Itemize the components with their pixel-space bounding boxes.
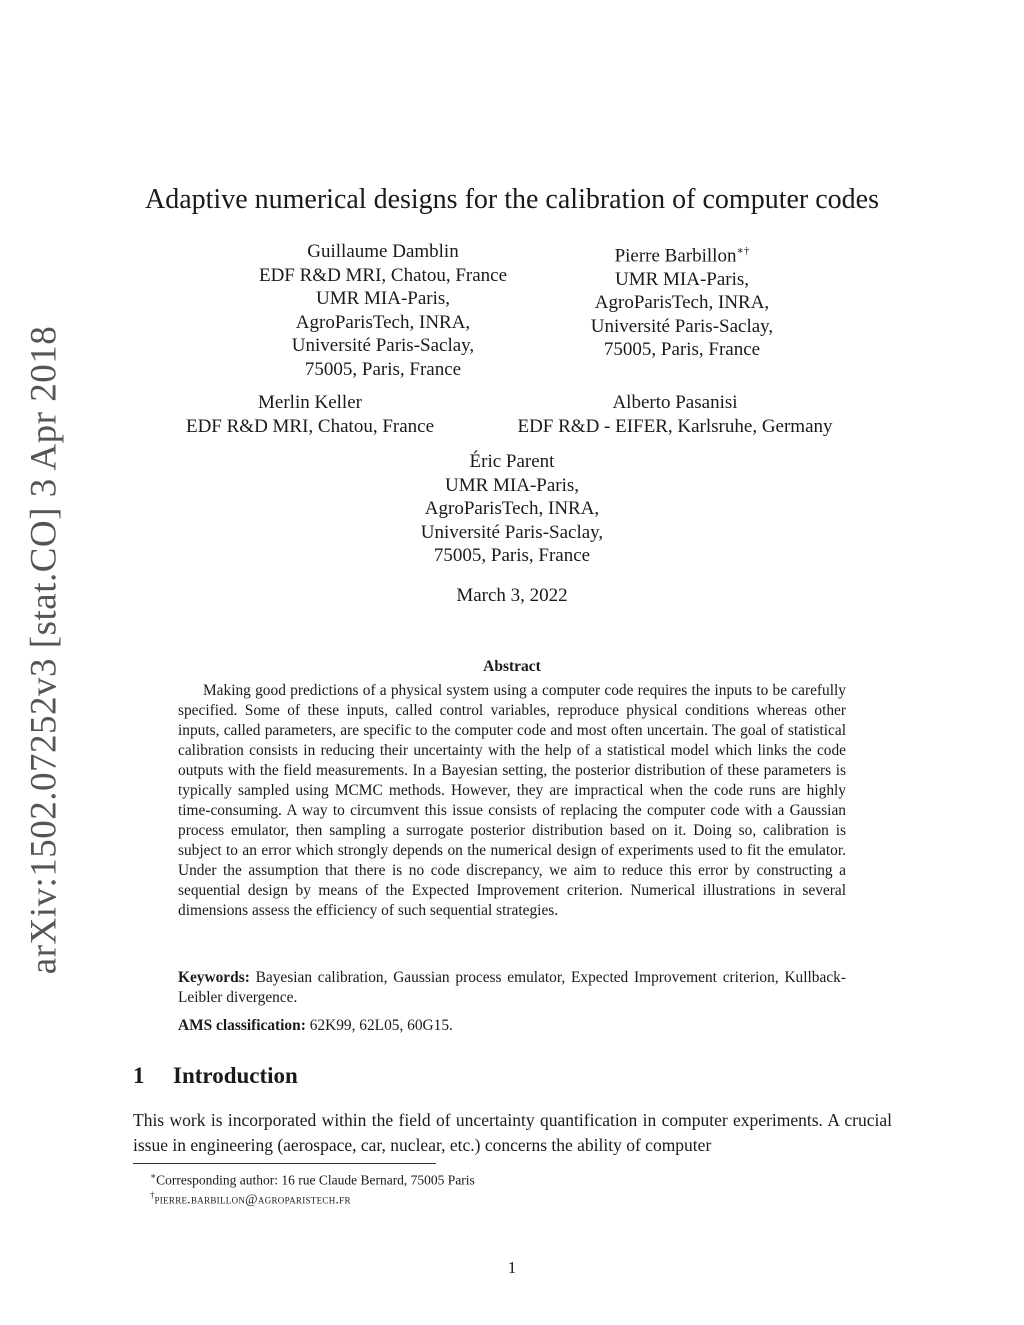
author-name: Pierre Barbillon [614,245,737,267]
keywords-label: Keywords: [178,969,250,986]
keywords-text: Bayesian calibration, Gaussian process emulator, Expected Improvement criterion, Kullback-Leibler divergence. [178,969,846,1006]
author-affiliation: 75005, Paris, France [433,545,591,566]
author-block [490,391,860,438]
footnote-text: Corresponding author: 16 rue Claude Bernard, 75005 Paris [156,1172,475,1188]
author-affiliation: EDF R&D - EIFER, Karlsruhe, Germany [517,415,833,437]
author-affiliation: AgroParisTech, INRA, [295,311,471,333]
author-block [160,391,460,438]
section-heading [133,1063,298,1089]
author-footnote-marks: ∗† [736,245,750,257]
author-affiliation: EDF R&D MRI, Chatou, France [258,264,508,286]
author-affiliation: Université Paris-Saclay, [420,521,604,543]
ams-text: 62K99, 62L05, 60G15. [309,1017,453,1034]
author-block [542,240,822,362]
author-affiliation: EDF R&D MRI, Chatou, France [185,415,435,437]
author-affiliation: 75005, Paris, France [304,358,462,380]
abstract-text: Making good predictions of a physical system using a computer code requires the inputs to be carefully specified. Some of these inputs, called control variables, reproduce physical conditions whereas other inputs, called parameters, are specific to the computer code and most often uncertain. The goal of statistical calibration consists in reducing their uncertainty with the help of a statistical model which links the code outputs with the field measurements. In a Bayesian setting, the posterior distribution of these parameters is typically sampled using MCMC methods. However, they are impractical when the code runs are highly time-consuming. A way to circumvent this issue consists of replacing the computer code with a Gaussian process emulator, then sampling a surrogate posterior distribution based on it. Doing so, calibration is subject to an error which strongly depends on the numerical design of experiments used to fit the emulator. Under the assumption that there is no code discrepancy, we aim to reduce this error by constructing a sequential design by means of the Expected Improvement criterion. Numerical illustrations in several dimensions assess the efficiency of such sequential strategies. [178,682,846,919]
author-block [233,240,533,381]
author-block [362,450,662,568]
ams-label: AMS classification: [178,1017,306,1034]
footnote-email[interactable]: pierre.barbillon@agroparistech.fr [154,1191,351,1207]
arxiv-identifier: arXiv:1502.07252v3 [stat.CO] 3 Apr 2018 [23,325,65,975]
author-name: Guillaume Damblin [307,241,459,262]
author-affiliation: UMR MIA-Paris, [315,288,451,309]
author-name: Alberto Pasanisi [612,392,738,413]
paper-title: Adaptive numerical designs for the calibration of computer codes [145,184,879,215]
footnote-mark: ∗ [150,1171,157,1181]
author-affiliation: AgroParisTech, INRA, [424,498,600,519]
author-affiliation: AgroParisTech, INRA, [594,292,770,314]
page-number: 1 [507,1258,517,1277]
section-paragraph: This work is incorporated within the field of uncertainty quantification in computer experiments. A crucial issue in engineering (aerospace, car, nuclear, etc.) concerns the ability of computer [133,1110,892,1155]
author-affiliation: UMR MIA-Paris, [444,474,580,496]
author-name: Éric Parent [469,451,555,472]
abstract-heading: Abstract [483,658,541,675]
author-affiliation: UMR MIA-Paris, [614,268,750,290]
author-affiliation: Université Paris-Saclay, [291,335,475,356]
ams-classification [178,1016,846,1036]
paper-date: March 3, 2022 [456,585,568,606]
section-title: Introduction [173,1063,298,1088]
footnote-mark: † [150,1190,155,1200]
keywords [178,968,846,1008]
footnote [150,1186,351,1209]
section-number: 1 [133,1063,145,1088]
author-name: Merlin Keller [258,392,362,413]
author-affiliation: Université Paris-Saclay, [590,315,774,337]
footnote-rule [133,1163,436,1164]
author-affiliation: 75005, Paris, France [603,339,761,361]
